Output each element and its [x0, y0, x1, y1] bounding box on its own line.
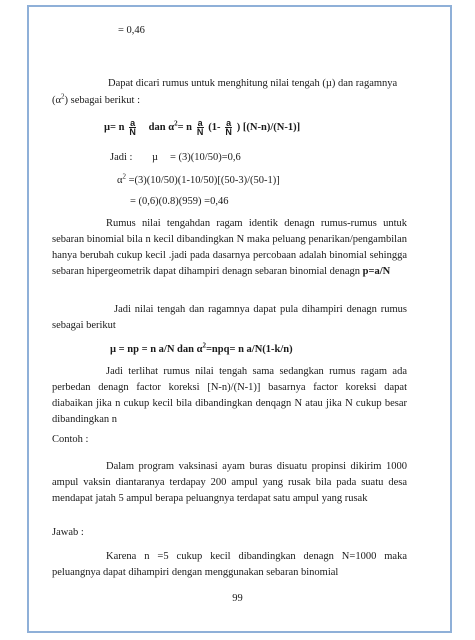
- jawab-heading: Jawab :: [52, 527, 84, 538]
- paragraph-answer: Karena n =5 cukup kecil dibandingkan denagn N=1000 maka peluangnya dapat dihampiri dengan menggunakan sebaran binomial: [52, 551, 407, 578]
- paragraph-correction-factor: Jadi terlihat rumus nilai tengah sama sedangkan rumus ragam ada perbedan denagn factor koreksi [N-n)/(N-1)] basarnya factor koreksi dapat diabaikan jika n cukup kecil bila dibandingkan denqagn N atau jika N cukup besar dibandingkan n: [52, 366, 407, 425]
- fraction-a-over-n: $\frac{a}{N}$: [129, 118, 136, 137]
- paragraph-example: Dalam program vaksinasi ayam buras disuatu propinsi dikirim 1000 ampul vaksin diantaranya terdapay 200 ampul yang rusak bila pada suatu desa mendapat jatah 5 ampul berapa peluangnya terdapat satu ampul yang rusak: [52, 461, 407, 504]
- variance-result: = (0,6)(0.8)(959) =0,46: [130, 196, 229, 207]
- result-line: = 0,46: [118, 25, 145, 36]
- paragraph-intro-line1: Dapat dicari rumus untuk menghitung nilai tengah (µ) dan ragamnya: [108, 78, 398, 89]
- formula-hypergeometric: µ= n $\frac{a}{N}$ dan $\alpha^2= n$ $\frac{a}{N}$ (1- $\frac{a}{N}$ ) [(N-n)/(N-1)]: [104, 118, 301, 137]
- fraction-a-over-n: $\frac{a}{N}$: [196, 118, 204, 137]
- paragraph-binomial-approx: Rumus nilai tengahdan ragam identik denagn rumus-rumus untuk sebaran binomial bila n kecil dibandingkan N maka peluang penarikan/pengambilan hanya berubah cukup kecil .jadi pada dasarnya percobaan adalah binomial sehingga sebaran hipergeometrik dapat dihampiri denagn sebaran binomial denagn p=a/N: [52, 218, 407, 277]
- variance-calculation: $\alpha^2 =(3)(10/50)(1-10/50)[(50-3)/(50-1)]$: [117, 172, 280, 186]
- formula-binomial: µ = np = n a/N dan $\alpha^2=npq= n$ a/N(1-k/n): [110, 341, 293, 355]
- mu-symbol: µ: [152, 152, 159, 163]
- page-number: 99: [232, 593, 243, 604]
- paragraph-approx-formula: Jadi nilai tengah dan ragamnya dapat pula dihampiri denagn rumus sebagai berikut: [52, 304, 407, 331]
- mu-calculation: = (3)(10/50)=0,6: [170, 152, 241, 163]
- contoh-heading: Contoh :: [52, 434, 89, 445]
- paragraph-intro-line2: $(\alpha^2)$ sebagai berikut :: [52, 92, 141, 106]
- fraction-a-over-n: $\frac{a}{N}$: [225, 118, 232, 137]
- jadi-label: Jadi :: [110, 152, 133, 163]
